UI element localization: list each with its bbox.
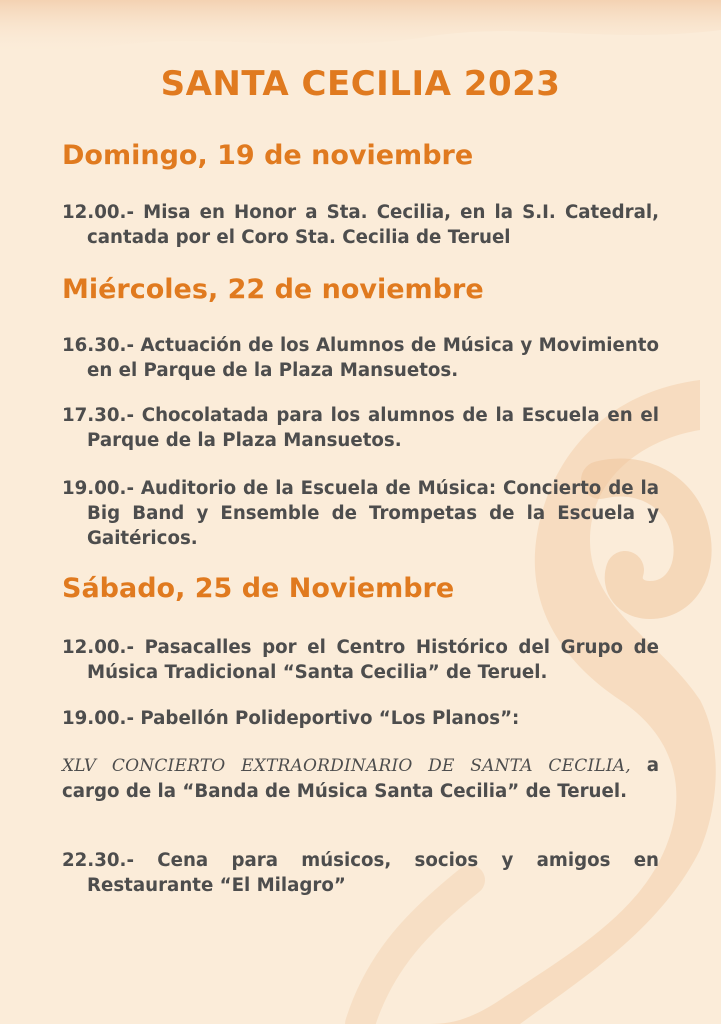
event-entry: 19.00.- Auditorio de la Escuela de Música: Concierto de la Big Band y Ensemble de Trompetas de la Escuela y Gaitéricos.: [62, 478, 659, 549]
event-entry: 19.00.- Pabellón Polideportivo “Los Planos”:: [62, 708, 520, 729]
day-heading-sabado: Sábado, 25 de Noviembre: [62, 573, 455, 604]
event-entry: 17.30.- Chocolatada para los alumnos de la Escuela en el Parque de la Plaza Mansuetos.: [62, 405, 659, 451]
event-entry: 16.30.- Actuación de los Alumnos de Música y Movimiento en el Parque de la Plaza Mansuetos.: [62, 335, 659, 381]
day-heading-miercoles: Miércoles, 22 de noviembre: [62, 274, 484, 305]
concert-details: a cargo de la “Banda de Música Santa Cecilia” de Teruel.: [62, 755, 659, 802]
page-title: SANTA CECILIA 2023: [160, 64, 561, 104]
day-heading-domingo: Domingo, 19 de noviembre: [62, 140, 474, 171]
event-entry: 22.30.- Cena para músicos, socios y amigos en Restaurante “El Milagro”: [62, 850, 659, 896]
concert-description: [62, 753, 659, 804]
event-entry: 12.00.- Pasacalles por el Centro Histórico del Grupo de Música Tradicional “Santa Cecilia” de Teruel.: [62, 637, 659, 683]
event-entry: 12.00.- Misa en Honor a Sta. Cecilia, en la S.I. Catedral, cantada por el Coro Sta. Cecilia de Teruel: [62, 202, 659, 248]
concert-title: XLV CONCIERTO EXTRAORDINARIO DE SANTA CECILIA,: [62, 756, 631, 776]
